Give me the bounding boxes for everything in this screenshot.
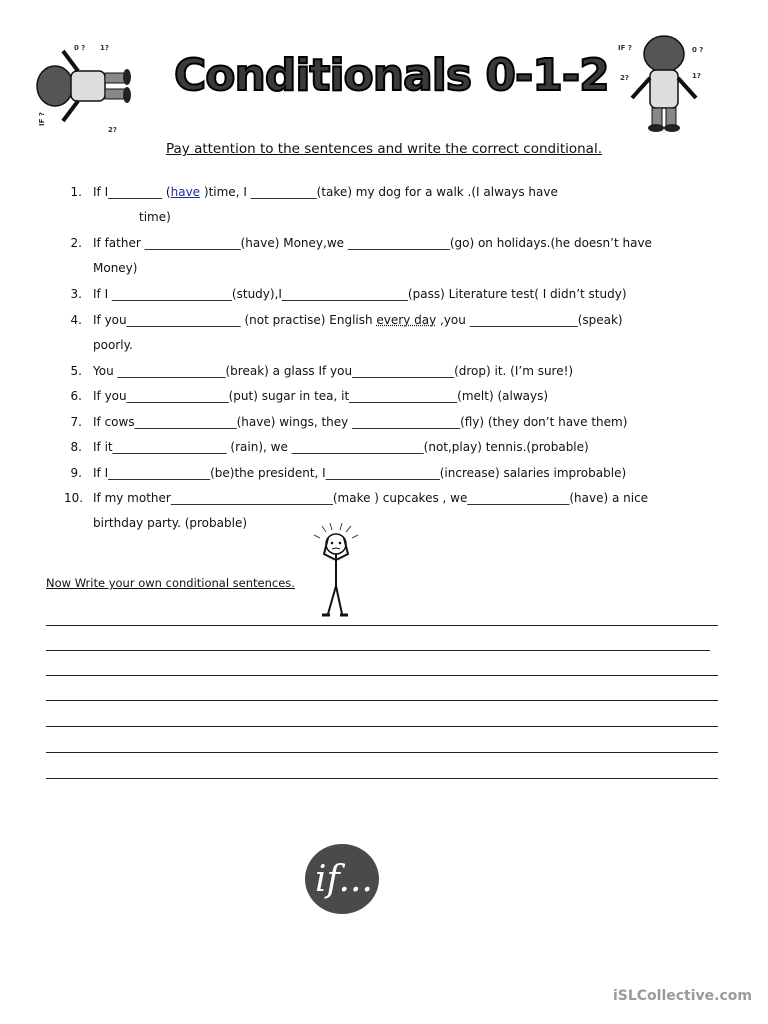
exercise-number: 4. bbox=[70, 312, 82, 327]
exercise-item-10 bbox=[64, 486, 724, 537]
title-text: Conditionals 0-1-2 bbox=[174, 50, 609, 101]
exercise-item-6 bbox=[64, 384, 724, 410]
exercise-text: If you_________________(put) sugar in tea, it__________________(melt) (always) bbox=[93, 389, 549, 403]
exercise-item-9 bbox=[64, 461, 724, 487]
exercise-item-3 bbox=[64, 282, 724, 308]
confused-stick-figure-illustration bbox=[308, 522, 364, 620]
thinking-boy-illustration-left bbox=[28, 36, 138, 136]
worksheet-title bbox=[170, 46, 609, 106]
exercise-item-4 bbox=[64, 308, 724, 359]
exercise-number: 7. bbox=[70, 414, 82, 429]
writing-line[interactable] bbox=[46, 675, 718, 676]
exercise-continuation: Money) bbox=[93, 261, 138, 275]
exercise-number: 9. bbox=[70, 465, 82, 480]
if-logo-text: if... bbox=[315, 859, 373, 900]
question-mark-label: 0 ? bbox=[692, 46, 704, 54]
example-answer: have bbox=[170, 185, 201, 199]
exercise-continuation: poorly. bbox=[93, 337, 133, 352]
exercise-item-8 bbox=[64, 435, 724, 461]
exercise-text-part: If you___________________ (not practise) English bbox=[93, 312, 377, 327]
exercise-continuation: time) bbox=[139, 210, 171, 224]
question-mark-label: 1? bbox=[100, 44, 109, 52]
exercise-text-part: If I_________ ( bbox=[93, 185, 171, 199]
instruction-text: Pay attention to the sentences and write the correct conditional. bbox=[165, 141, 602, 157]
section-heading-own-sentences: Now Write your own conditional sentences. bbox=[46, 576, 295, 590]
question-mark-label: IF ? bbox=[38, 112, 46, 126]
exercise-text-part: ,you __________________(speak) bbox=[436, 312, 623, 327]
exercise-item-1 bbox=[64, 180, 724, 231]
exercise-number: 6. bbox=[70, 389, 82, 403]
exercise-text-part: every day bbox=[376, 312, 437, 327]
writing-line[interactable] bbox=[46, 625, 718, 626]
if-logo bbox=[304, 843, 380, 915]
exercise-continuation: birthday party. (probable) bbox=[93, 516, 248, 530]
question-mark-label: IF ? bbox=[618, 44, 632, 52]
writing-line[interactable] bbox=[46, 726, 718, 727]
exercise-text: If it___________________ (rain), we ______________________(not,play) tennis.(probable) bbox=[93, 440, 589, 454]
exercise-list bbox=[64, 180, 724, 537]
exercise-number: 10. bbox=[64, 491, 84, 505]
exercise-text: If cows_________________(have) wings, they __________________(fly) (they don’t have them) bbox=[93, 414, 628, 429]
writing-line[interactable] bbox=[46, 650, 710, 651]
exercise-number: 2. bbox=[70, 236, 82, 250]
question-mark-label: 2? bbox=[108, 126, 117, 134]
writing-line[interactable] bbox=[46, 700, 718, 701]
writing-line[interactable] bbox=[46, 778, 718, 779]
exercise-text: If my mother___________________________(make ) cupcakes , we_________________(have) a nice bbox=[93, 491, 649, 505]
exercise-text: If father ________________(have) Money,we _________________(go) on holidays.(he doesn’t have bbox=[93, 236, 652, 250]
thinking-boy-illustration-right bbox=[608, 28, 718, 128]
exercise-number: 8. bbox=[70, 440, 82, 454]
exercise-text: If I ____________________(study),I_____________________(pass) Literature test( I didn’t study) bbox=[93, 287, 627, 301]
exercise-text bbox=[93, 180, 723, 206]
exercise-number: 1. bbox=[70, 185, 82, 199]
exercise-item-7 bbox=[64, 410, 724, 436]
exercise-item-5 bbox=[64, 359, 724, 385]
question-mark-label: 1? bbox=[692, 72, 701, 80]
exercise-text bbox=[93, 308, 723, 334]
exercise-number: 5. bbox=[70, 363, 82, 378]
exercise-text: If I_________________(be)the president, I___________________(increase) salaries improbable) bbox=[93, 465, 627, 480]
question-mark-label: 0 ? bbox=[74, 44, 86, 52]
site-watermark: iSLCollective.com bbox=[612, 988, 752, 1004]
exercise-text: You __________________(break) a glass If you_________________(drop) it. (I’m sure!) bbox=[93, 363, 574, 378]
question-mark-label: 2? bbox=[620, 74, 629, 82]
exercise-item-2 bbox=[64, 231, 724, 282]
exercise-text-part: )time, I ___________(take) my dog for a walk .(I always have bbox=[200, 185, 558, 199]
writing-line[interactable] bbox=[46, 752, 718, 753]
exercise-number: 3. bbox=[70, 287, 82, 301]
